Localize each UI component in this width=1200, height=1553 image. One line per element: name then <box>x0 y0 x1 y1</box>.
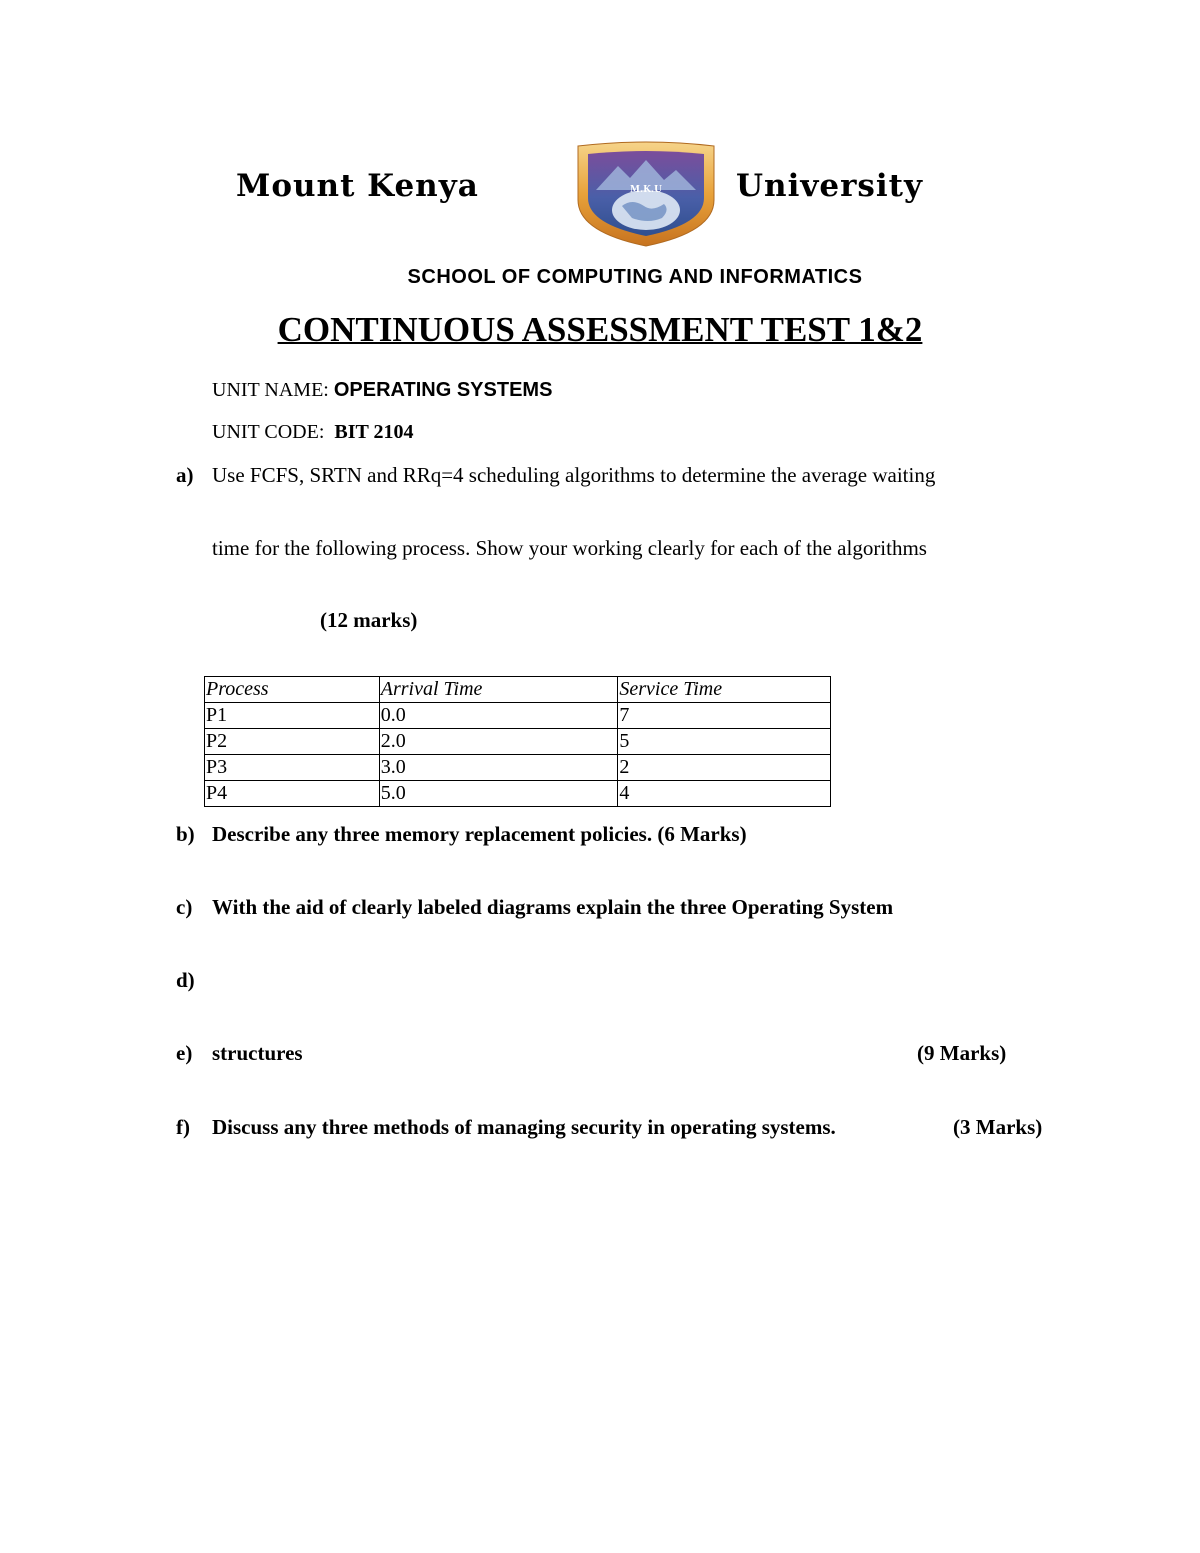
table-row <box>205 755 831 781</box>
university-logo <box>572 140 720 248</box>
process-table <box>204 676 831 807</box>
table-cell: 5.0 <box>379 781 618 807</box>
question-e-text: structures <box>212 1041 303 1065</box>
table-cell: P3 <box>205 755 380 781</box>
unit-name-value: OPERATING SYSTEMS <box>333 379 553 401</box>
table-cell: 5 <box>618 729 831 755</box>
table-cell: 4 <box>618 781 831 807</box>
question-c-label: c) <box>176 895 193 919</box>
brand-name-left: Mount Kenya <box>236 168 479 204</box>
logo-text: M.K.U <box>630 185 662 195</box>
unit-code-line <box>212 421 414 444</box>
question-f-text: Discuss any three methods of managing security in operating systems. <box>212 1115 836 1139</box>
document-title: CONTINUOUS ASSESSMENT TEST 1&2 <box>277 310 923 349</box>
header-arrival-time: Arrival Time <box>379 677 618 703</box>
question-a-marks: (12 marks) <box>320 608 418 632</box>
table-cell: P4 <box>205 781 380 807</box>
table-cell: 3.0 <box>379 755 618 781</box>
unit-code-label: UNIT CODE: <box>212 421 325 443</box>
question-c-text: With the aid of clearly labeled diagrams explain the three Operating System <box>212 895 894 919</box>
question-a-label: a) <box>176 463 194 487</box>
question-f-marks: (3 Marks) <box>953 1115 1043 1139</box>
unit-code-value: BIT 2104 <box>334 421 414 443</box>
table-cell: 0.0 <box>379 703 618 729</box>
table-row <box>205 729 831 755</box>
question-b-text: Describe any three memory replacement policies. (6 Marks) <box>212 822 747 846</box>
table-cell: 2.0 <box>379 729 618 755</box>
question-e-marks: (9 Marks) <box>917 1041 1007 1065</box>
table-row <box>205 781 831 807</box>
header-service-time: Service Time <box>618 677 831 703</box>
school-name: SCHOOL OF COMPUTING AND INFORMATICS <box>407 266 863 288</box>
table-row <box>205 703 831 729</box>
brand-name-right: University <box>736 168 923 204</box>
unit-name-line <box>212 379 552 402</box>
question-d-label: d) <box>176 968 195 992</box>
unit-name-label: UNIT NAME: <box>212 379 329 401</box>
header-process: Process <box>205 677 380 703</box>
question-a-line2: time for the following process. Show your working clearly for each of the algorithms <box>212 536 927 560</box>
question-b-label: b) <box>176 822 195 846</box>
question-e-label: e) <box>176 1041 193 1065</box>
table-cell: 2 <box>618 755 831 781</box>
table-cell: 7 <box>618 703 831 729</box>
table-header-row <box>205 677 831 703</box>
table-cell: P1 <box>205 703 380 729</box>
table-cell: P2 <box>205 729 380 755</box>
question-f-label: f) <box>176 1115 190 1139</box>
question-a-line1: Use FCFS, SRTN and RRq=4 scheduling algorithms to determine the average waiting <box>212 463 936 487</box>
